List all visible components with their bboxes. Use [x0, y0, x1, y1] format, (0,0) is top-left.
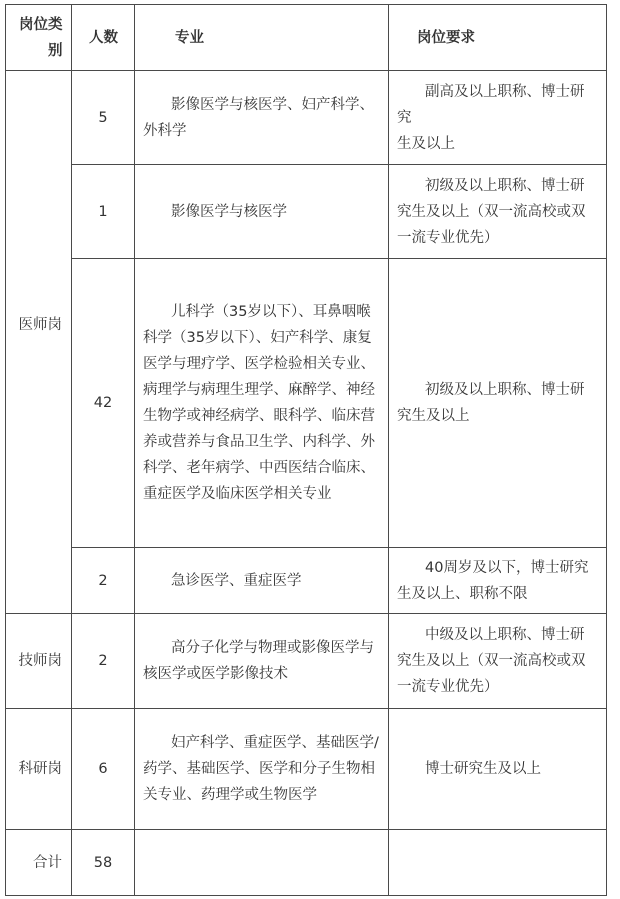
header-specialty: 专业 [135, 5, 389, 71]
count-cell: 42 [72, 259, 135, 548]
count-cell: 2 [72, 548, 135, 614]
category-cell-technician: 技师岗 [6, 614, 72, 709]
category-cell-doctor: 医师岗 [6, 71, 72, 614]
specialty-cell: 高分子化学与物理或影像医学与核医学或医学影像技术 [135, 614, 389, 709]
header-category: 岗位类别 [6, 5, 72, 71]
count-cell: 1 [72, 165, 135, 259]
specialty-cell: 急诊医学、重症医学 [135, 548, 389, 614]
requirement-cell: 博士研究生及以上 [389, 709, 607, 830]
requirement-cell: 副高及以上职称、博士研究 生及以上 [389, 71, 607, 165]
requirement-cell: 初级及以上职称、博士研究生及以上（双一流高校或双一流专业优先） [389, 165, 607, 259]
header-count: 人数 [72, 5, 135, 71]
requirement-cell: 初级及以上职称、博士研 究生及以上 [389, 259, 607, 548]
count-cell: 5 [72, 71, 135, 165]
requirement-cell: 中级及以上职称、博士研究生及以上（双一流高校或双一流专业优先） [389, 614, 607, 709]
table-header-row [6, 5, 607, 71]
table-row [6, 709, 607, 830]
category-cell-research: 科研岗 [6, 709, 72, 830]
table-row [6, 71, 607, 165]
requirement-cell [389, 830, 607, 896]
count-cell: 2 [72, 614, 135, 709]
category-cell-total: 合计 [6, 830, 72, 896]
recruitment-table [5, 4, 607, 896]
table-row [6, 548, 607, 614]
specialty-cell [135, 830, 389, 896]
table-row-total [6, 830, 607, 896]
table-row [6, 614, 607, 709]
header-requirement: 岗位要求 [389, 5, 607, 71]
specialty-cell: 影像医学与核医学 [135, 165, 389, 259]
table-row [6, 259, 607, 548]
count-cell: 6 [72, 709, 135, 830]
recruitment-table-wrapper [5, 4, 607, 896]
table-row [6, 165, 607, 259]
specialty-cell: 儿科学（35岁以下）、耳鼻咽喉科学（35岁以下）、妇产科学、康复医学与理疗学、医学检验相关专业、病理学与病理生理学、麻醉学、神经生物学或神经病学、眼科学、临床营养或营养与食品卫生学、内科学、外科学、老年病学、中西医结合临床、重症医学及临床医学相关专业 [135, 259, 389, 548]
total-count-cell: 58 [72, 830, 135, 896]
requirement-cell: 40周岁及以下，博士研究生及以上、职称不限 [389, 548, 607, 614]
specialty-cell: 妇产科学、重症医学、基础医学/药学、基础医学、医学和分子生物相关专业、药理学或生物医学 [135, 709, 389, 830]
specialty-cell: 影像医学与核医学、妇产科学、外科学 [135, 71, 389, 165]
